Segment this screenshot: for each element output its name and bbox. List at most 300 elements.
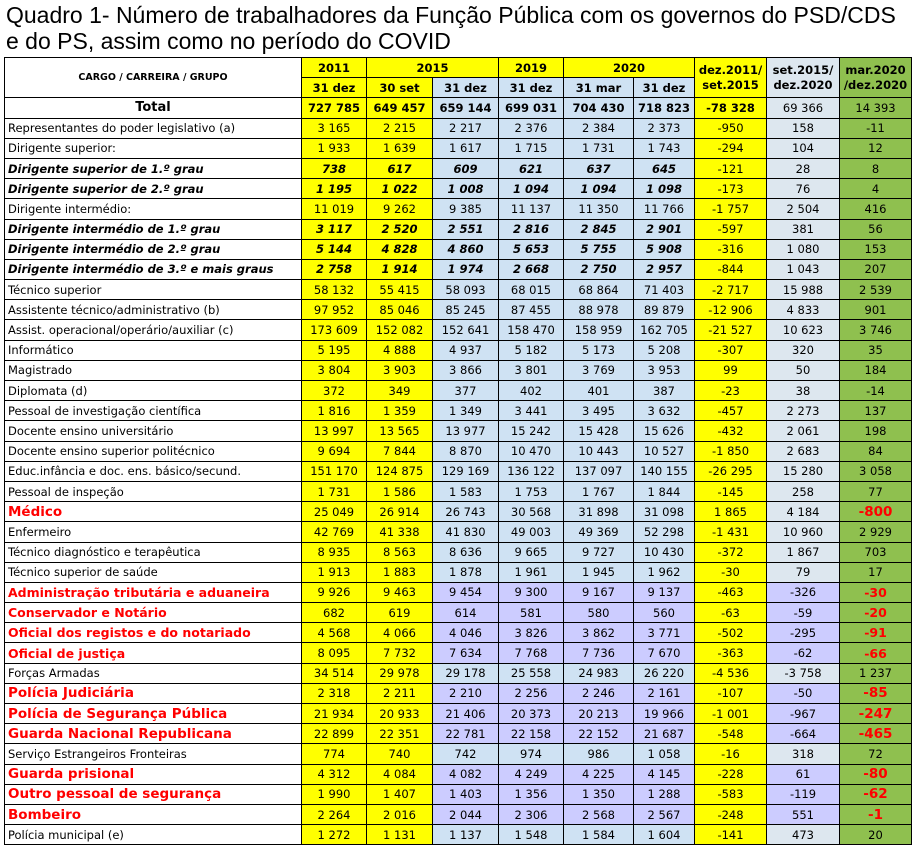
table-cell: 2 901 (634, 219, 695, 239)
table-cell: 1 767 (564, 481, 634, 501)
diff-2011-2015-header (695, 58, 767, 98)
table-cell: 416 (840, 199, 912, 219)
table-cell: 25 049 (302, 502, 367, 522)
table-cell: 9 926 (302, 582, 367, 602)
row-label: Técnico diagnóstico e terapêutica (5, 542, 302, 562)
table-cell: 1 913 (302, 562, 367, 582)
table-cell: 1 094 (499, 179, 564, 199)
table-row (5, 663, 912, 683)
row-label: Polícia Judiciária (5, 683, 302, 703)
table-cell: 22 351 (367, 724, 433, 744)
table-cell: 137 (840, 401, 912, 421)
table-cell: 5 755 (564, 239, 634, 259)
table-cell: 152 641 (433, 320, 499, 340)
table-cell: -1 (840, 804, 912, 824)
table-cell: 4 860 (433, 239, 499, 259)
table-cell: 1 137 (433, 825, 499, 845)
table-cell: 621 (499, 158, 564, 178)
table-cell: 31 098 (634, 502, 695, 522)
table-cell: 4 312 (302, 764, 367, 784)
page-title: Quadro 1- Número de trabalhadores da Função Pública com os governos do PSD/CDS e do PS, assim como no período do COVID (6, 2, 896, 54)
table-cell: 2 520 (367, 219, 433, 239)
table-cell: 1 407 (367, 784, 433, 804)
table-cell: 76 (767, 179, 840, 199)
table-cell: 13 565 (367, 421, 433, 441)
table-cell: 21 934 (302, 704, 367, 724)
year-2020-header: 2020 (564, 58, 695, 78)
table-row (5, 481, 912, 501)
table-cell: 2 376 (499, 118, 564, 138)
table-cell: 9 137 (634, 582, 695, 602)
table-cell: 24 983 (564, 663, 634, 683)
table-cell: 9 454 (433, 582, 499, 602)
table-cell: 158 959 (564, 320, 634, 340)
table-cell: 20 213 (564, 704, 634, 724)
row-label: Dirigente superior de 2.º grau (5, 179, 302, 199)
table-cell: 38 (767, 381, 840, 401)
table-cell: 377 (433, 381, 499, 401)
table-cell: 320 (767, 340, 840, 360)
table-cell: 473 (767, 825, 840, 845)
table-cell: 1 743 (634, 138, 695, 158)
row-label: Dirigente intermédio de 3.º e mais graus (5, 259, 302, 279)
total-cell: 704 430 (564, 98, 634, 118)
table-cell: -844 (695, 259, 767, 279)
table-cell: 1 131 (367, 825, 433, 845)
table-cell: -23 (695, 381, 767, 401)
table-cell: 560 (634, 603, 695, 623)
table-cell: 3 953 (634, 360, 695, 380)
date-header: 31 dez (499, 78, 564, 98)
table-cell: 85 245 (433, 300, 499, 320)
table-row (5, 804, 912, 824)
table-row (5, 542, 912, 562)
table-cell: 9 694 (302, 441, 367, 461)
table-cell: 68 015 (499, 280, 564, 300)
table-cell: 402 (499, 381, 564, 401)
table-cell: -121 (695, 158, 767, 178)
table-cell: 682 (302, 603, 367, 623)
table-cell: 5 182 (499, 340, 564, 360)
table-cell: 184 (840, 360, 912, 380)
table-cell: -21 527 (695, 320, 767, 340)
table-row (5, 179, 912, 199)
table-cell: 26 220 (634, 663, 695, 683)
row-label: Magistrado (5, 360, 302, 380)
table-cell: 1 914 (367, 259, 433, 279)
diff-covid-line2: /dez.2020 (843, 77, 908, 92)
row-label: Dirigente intermédio: (5, 199, 302, 219)
table-cell: 4 046 (433, 623, 499, 643)
total-cell: 14 393 (840, 98, 912, 118)
row-label: Guarda Nacional Republicana (5, 724, 302, 744)
table-cell: -26 295 (695, 461, 767, 481)
table-cell: 7 736 (564, 643, 634, 663)
table-cell: -583 (695, 784, 767, 804)
table-cell: -967 (767, 704, 840, 724)
table-cell: -228 (695, 764, 767, 784)
table-cell: 41 338 (367, 522, 433, 542)
table-cell: 162 705 (634, 320, 695, 340)
table-cell: 21 687 (634, 724, 695, 744)
table-cell: 3 058 (840, 461, 912, 481)
table-cell: 55 415 (367, 280, 433, 300)
table-cell: 9 262 (367, 199, 433, 219)
table-cell: 1 043 (767, 259, 840, 279)
table-cell: -91 (840, 623, 912, 643)
row-label: Enfermeiro (5, 522, 302, 542)
table-cell: 61 (767, 764, 840, 784)
table-row (5, 582, 912, 602)
table-cell: 614 (433, 603, 499, 623)
date-header: 31 dez (433, 78, 499, 98)
table-row (5, 623, 912, 643)
table-cell: 986 (564, 744, 634, 764)
table-cell: 20 373 (499, 704, 564, 724)
table-cell: 1 288 (634, 784, 695, 804)
table-cell: 68 864 (564, 280, 634, 300)
table-cell: 1 961 (499, 562, 564, 582)
table-cell: -248 (695, 804, 767, 824)
table-row (5, 461, 912, 481)
table-cell: -141 (695, 825, 767, 845)
table-cell: -50 (767, 683, 840, 703)
table-cell: 2 246 (564, 683, 634, 703)
table-row (5, 239, 912, 259)
table-cell: 1 945 (564, 562, 634, 582)
table-cell: 1 617 (433, 138, 499, 158)
table-cell: 3 495 (564, 401, 634, 421)
table-cell: 1 349 (433, 401, 499, 421)
table-cell: 153 (840, 239, 912, 259)
table-cell: 158 (767, 118, 840, 138)
table-cell: -119 (767, 784, 840, 804)
table-cell: 1 080 (767, 239, 840, 259)
table-cell: 1 272 (302, 825, 367, 845)
table-row (5, 643, 912, 663)
table-cell: 4 833 (767, 300, 840, 320)
row-label: Informático (5, 340, 302, 360)
table-cell: 13 977 (433, 421, 499, 441)
table-cell: -372 (695, 542, 767, 562)
table-cell: 22 152 (564, 724, 634, 744)
table-cell: 1 865 (695, 502, 767, 522)
table-cell: 1 933 (302, 138, 367, 158)
table-cell: 609 (433, 158, 499, 178)
table-cell: 4 082 (433, 764, 499, 784)
table-cell: 1 058 (634, 744, 695, 764)
table-cell: 15 242 (499, 421, 564, 441)
table-cell: 4 145 (634, 764, 695, 784)
row-label: Polícia de Segurança Pública (5, 704, 302, 724)
table-cell: 1 584 (564, 825, 634, 845)
table-cell: 1 356 (499, 784, 564, 804)
table-cell: 124 875 (367, 461, 433, 481)
table-cell: 22 781 (433, 724, 499, 744)
table-body (5, 58, 912, 845)
table-cell: 26 743 (433, 502, 499, 522)
table-cell: 20 (840, 825, 912, 845)
table-cell: -294 (695, 138, 767, 158)
row-label: Técnico superior (5, 280, 302, 300)
table-cell: 1 008 (433, 179, 499, 199)
total-cell: 718 823 (634, 98, 695, 118)
table-cell: 4 828 (367, 239, 433, 259)
header-row-years (5, 58, 912, 78)
table-cell: 2 318 (302, 683, 367, 703)
table-cell: 1 350 (564, 784, 634, 804)
workers-table (4, 57, 912, 845)
table-cell: 3 441 (499, 401, 564, 421)
table-cell: -800 (840, 502, 912, 522)
table-cell: 3 117 (302, 219, 367, 239)
table-cell: 2 568 (564, 804, 634, 824)
table-cell: 13 997 (302, 421, 367, 441)
year-2011-header: 2011 (302, 58, 367, 78)
table-cell: 9 665 (499, 542, 564, 562)
table-row (5, 784, 912, 804)
table-cell: 2 044 (433, 804, 499, 824)
table-row (5, 441, 912, 461)
table-cell: -85 (840, 683, 912, 703)
table-cell: 87 455 (499, 300, 564, 320)
table-cell: 58 093 (433, 280, 499, 300)
year-2019-header: 2019 (499, 58, 564, 78)
table-cell: 637 (564, 158, 634, 178)
table-cell: 1 583 (433, 481, 499, 501)
table-row (5, 764, 912, 784)
table-cell: 7 768 (499, 643, 564, 663)
table-cell: -12 906 (695, 300, 767, 320)
table-cell: 8 935 (302, 542, 367, 562)
diff-2011-2015-line1: dez.2011/ (698, 62, 763, 77)
table-cell: 99 (695, 360, 767, 380)
row-label: Outro pessoal de segurança (5, 784, 302, 804)
table-cell: 137 097 (564, 461, 634, 481)
table-row (5, 138, 912, 158)
table-cell: 15 988 (767, 280, 840, 300)
table-cell: 17 (840, 562, 912, 582)
diff-2015-2020-header (767, 58, 840, 98)
row-label: Docente ensino superior politécnico (5, 441, 302, 461)
table-cell: 20 933 (367, 704, 433, 724)
table-cell: 1 878 (433, 562, 499, 582)
table-cell: -457 (695, 401, 767, 421)
table-cell: 8 870 (433, 441, 499, 461)
table-cell: 4 888 (367, 340, 433, 360)
table-cell: 42 769 (302, 522, 367, 542)
table-cell: -20 (840, 603, 912, 623)
table-cell: 5 173 (564, 340, 634, 360)
table-cell: 1 753 (499, 481, 564, 501)
total-cell: 69 366 (767, 98, 840, 118)
table-cell: 11 350 (564, 199, 634, 219)
table-cell: 4 084 (367, 764, 433, 784)
table-cell: -432 (695, 421, 767, 441)
total-cell: 649 457 (367, 98, 433, 118)
diff-2011-2015-line2: set.2015 (702, 77, 759, 92)
table-cell: 7 634 (433, 643, 499, 663)
table-cell: -1 001 (695, 704, 767, 724)
table-cell: 2 567 (634, 804, 695, 824)
row-label: Bombeiro (5, 804, 302, 824)
table-cell: 372 (302, 381, 367, 401)
table-cell: 136 122 (499, 461, 564, 481)
table-cell: 22 899 (302, 724, 367, 744)
table-cell: -3 758 (767, 663, 840, 683)
table-cell: 740 (367, 744, 433, 764)
table-cell: 774 (302, 744, 367, 764)
table-cell: 2 551 (433, 219, 499, 239)
table-cell: 11 137 (499, 199, 564, 219)
table-cell: -66 (840, 643, 912, 663)
table-cell: 10 623 (767, 320, 840, 340)
table-cell: 8 095 (302, 643, 367, 663)
table-cell: -30 (840, 582, 912, 602)
table-cell: 22 158 (499, 724, 564, 744)
row-label: Serviço Estrangeiros Fronteiras (5, 744, 302, 764)
table-cell: 89 879 (634, 300, 695, 320)
row-label: Pessoal de investigação científica (5, 401, 302, 421)
table-row (5, 158, 912, 178)
table-cell: 1 359 (367, 401, 433, 421)
table-cell: 738 (302, 158, 367, 178)
table-cell: 10 443 (564, 441, 634, 461)
total-row (5, 98, 912, 118)
table-cell: 1 962 (634, 562, 695, 582)
table-cell: 151 170 (302, 461, 367, 481)
table-cell: -173 (695, 179, 767, 199)
table-cell: 2 816 (499, 219, 564, 239)
table-cell: 4 184 (767, 502, 840, 522)
table-cell: 29 978 (367, 663, 433, 683)
table-cell: 7 844 (367, 441, 433, 461)
table-row (5, 603, 912, 623)
table-cell: 72 (840, 744, 912, 764)
table-cell: 4 249 (499, 764, 564, 784)
table-cell: -502 (695, 623, 767, 643)
table-cell: 3 165 (302, 118, 367, 138)
table-cell: -63 (695, 603, 767, 623)
table-cell: 1 586 (367, 481, 433, 501)
table-cell: 4 568 (302, 623, 367, 643)
table-cell: 152 082 (367, 320, 433, 340)
table-cell: 88 978 (564, 300, 634, 320)
table-cell: 2 683 (767, 441, 840, 461)
row-label: Guarda prisional (5, 764, 302, 784)
table-cell: -307 (695, 340, 767, 360)
table-cell: 49 003 (499, 522, 564, 542)
table-cell: -30 (695, 562, 767, 582)
table-row (5, 381, 912, 401)
table-cell: 619 (367, 603, 433, 623)
table-cell: 21 406 (433, 704, 499, 724)
table-cell: -463 (695, 582, 767, 602)
table-cell: 1 867 (767, 542, 840, 562)
table-cell: 1 403 (433, 784, 499, 804)
table-cell: 2 539 (840, 280, 912, 300)
table-row (5, 199, 912, 219)
table-cell: 1 990 (302, 784, 367, 804)
table-cell: 645 (634, 158, 695, 178)
table-cell: 401 (564, 381, 634, 401)
table-cell: -2 717 (695, 280, 767, 300)
table-cell: 2 264 (302, 804, 367, 824)
table-cell: 2 504 (767, 199, 840, 219)
table-row (5, 280, 912, 300)
table-cell: 1 974 (433, 259, 499, 279)
table-cell: 551 (767, 804, 840, 824)
table-cell: -295 (767, 623, 840, 643)
table-row (5, 421, 912, 441)
table-row (5, 259, 912, 279)
table-cell: 3 771 (634, 623, 695, 643)
table-cell: -1 757 (695, 199, 767, 219)
table-cell: 901 (840, 300, 912, 320)
table-cell: 2 750 (564, 259, 634, 279)
table-cell: 2 016 (367, 804, 433, 824)
table-cell: -107 (695, 683, 767, 703)
table-cell: 9 727 (564, 542, 634, 562)
table-cell: 10 430 (634, 542, 695, 562)
table-cell: 349 (367, 381, 433, 401)
table-cell: -1 850 (695, 441, 767, 461)
table-cell: 2 929 (840, 522, 912, 542)
table-cell: -316 (695, 239, 767, 259)
table-cell: 1 883 (367, 562, 433, 582)
row-label: Representantes do poder legislativo (a) (5, 118, 302, 138)
table-cell: -363 (695, 643, 767, 663)
table-cell: 1 548 (499, 825, 564, 845)
table-cell: 2 668 (499, 259, 564, 279)
table-row (5, 300, 912, 320)
table-cell: 5 208 (634, 340, 695, 360)
row-label: Docente ensino universitário (5, 421, 302, 441)
diff-2015-2020-line1: set.2015/ (772, 62, 834, 77)
table-cell: 49 369 (564, 522, 634, 542)
table-cell: -247 (840, 704, 912, 724)
row-label: Assistente técnico/administrativo (b) (5, 300, 302, 320)
row-label: Oficial dos registos e do notariado (5, 623, 302, 643)
table-cell: -950 (695, 118, 767, 138)
table-cell: 97 952 (302, 300, 367, 320)
date-header: 31 mar (564, 78, 634, 98)
table-cell: -80 (840, 764, 912, 784)
table-row (5, 562, 912, 582)
total-cell: -78 328 (695, 98, 767, 118)
table-cell: 2 215 (367, 118, 433, 138)
table-row (5, 502, 912, 522)
table-cell: 4 225 (564, 764, 634, 784)
table-cell: 2 384 (564, 118, 634, 138)
table-row (5, 724, 912, 744)
table-cell: 35 (840, 340, 912, 360)
table-cell: 3 826 (499, 623, 564, 643)
row-label: Dirigente superior: (5, 138, 302, 158)
table-cell: 19 966 (634, 704, 695, 724)
table-row (5, 704, 912, 724)
table-cell: 129 169 (433, 461, 499, 481)
table-row (5, 320, 912, 340)
table-cell: 52 298 (634, 522, 695, 542)
row-label: Conservador e Notário (5, 603, 302, 623)
row-label: Técnico superior de saúde (5, 562, 302, 582)
row-label: Oficial de justiça (5, 643, 302, 663)
table-cell: 2 061 (767, 421, 840, 441)
date-header: 31 dez (302, 78, 367, 98)
table-row (5, 340, 912, 360)
table-cell: 15 428 (564, 421, 634, 441)
